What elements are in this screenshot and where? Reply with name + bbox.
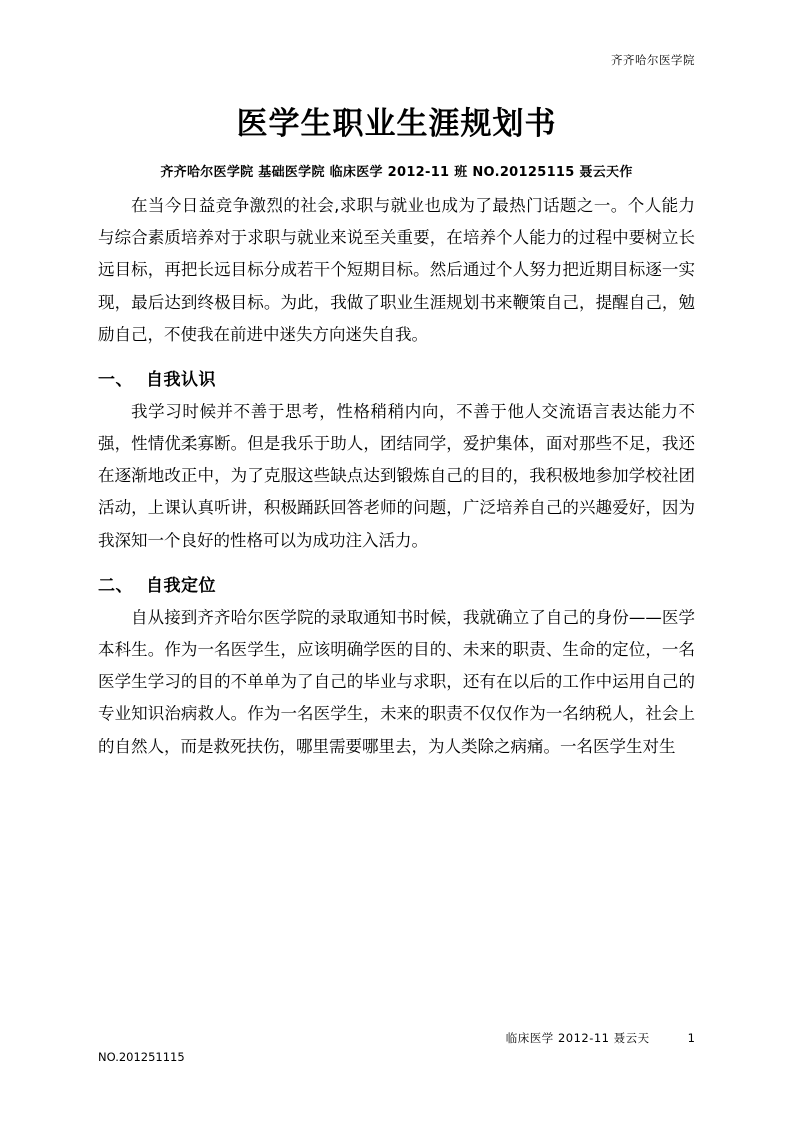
section-title-2: 自我定位 [146, 575, 216, 596]
footer-left-text: NO.201251115 [98, 1050, 185, 1064]
section-heading-2 [98, 571, 695, 596]
page-footer [98, 1030, 695, 1064]
document-byline: 齐齐哈尔医学院 基础医学院 临床医学 2012-11 班 NO.20125115 聂云天作 [160, 165, 633, 181]
page-title: 医学生职业生涯规划书 [236, 106, 557, 143]
section-title-1: 自我认识 [146, 369, 216, 390]
section-number-1: 一、 [98, 369, 133, 390]
section-paragraph-1: 我学习时候并不善于思考，性格稍稍内向，不善于他人交流语言表达能力不强，性情优柔寡断。但是我乐于助人，团结同学，爱护集体，面对那些不足，我还在逐渐地改正中，为了克服这些缺点达到锻炼自己的目的，我积极地参加学校社团活动，上课认真听讲，积极踊跃回答老师的问题，广泛培养自己的兴趣爱好，因为我深知一个良好的性格可以为成功注入活力。 [98, 401, 695, 550]
intro-paragraph: 在当今日益竞争激烈的社会,求职与就业也成为了最热门话题之一。个人能力与综合素质培养对于求职与就业来说至关重要，在培养个人能力的过程中要树立长远目标，再把长远目标分成若干个短期目标。然后通过个人努力把近期目标逐一实现，最后达到终极目标。为此，我做了职业生涯规划书来鞭策自己，提醒自己，勉励自己，不使我在前进中迷失方向迷失自我。 [98, 196, 695, 344]
header-institution: 齐齐哈尔医学院 [611, 53, 695, 67]
footer-center-text: 临床医学 2012-11 聂云天 [505, 1031, 650, 1045]
section-heading-1 [98, 365, 695, 390]
footer-page-number: 1 [687, 1031, 695, 1045]
page-header [98, 52, 695, 68]
section-number-2: 二、 [98, 575, 133, 596]
section-paragraph-2: 自从接到齐齐哈尔医学院的录取通知书时候，我就确立了自己的身份——医学本科生。作为一名医学生，应该明确学医的目的、未来的职责、生命的定位，一名医学生学习的目的不单单为了自己的毕业与求职，还有在以后的工作中运用自己的专业知识治病救人。作为一名医学生，未来的职责不仅仅作为一名纳税人，社会上的自然人，而是救死扶伤，哪里需要哪里去，为人类除之病痛。一名医学生对生 [98, 607, 695, 756]
